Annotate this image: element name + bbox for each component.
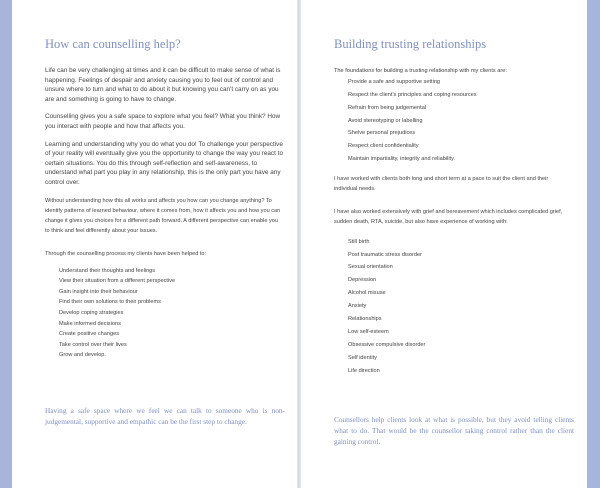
list-item: Self identity bbox=[348, 354, 377, 361]
left-list-intro: Through the counselling process my clients have been helped to: bbox=[45, 251, 207, 258]
left-paragraph-1: Life can be very challenging at times and it can be difficult to make sense of what is happening. Feelings of despair and anxiety causing you to feel out of control and unsure where to turn and what to do about it but knowing you can't carry on as you are and something is going to have to change. bbox=[45, 67, 281, 103]
list-item: Respect the client's principles and coping resources bbox=[348, 92, 477, 98]
list-item: Avoid stereotyping or labelling bbox=[348, 117, 423, 124]
right-intro: The foundations for building a trusting relationship with my clients are: bbox=[334, 68, 507, 74]
right-paragraph-1: I have worked with clients both long and short term at a pace to suit the client and their individual needs. bbox=[334, 175, 549, 192]
right-content bbox=[334, 66, 570, 378]
right-paragraph-2: I have also worked extensively with grief and bereavement which includes complicated grief, sudden death, RTA, suicide, but also have experience of working with: bbox=[334, 209, 563, 226]
right-page bbox=[301, 0, 587, 488]
list-item: Anxiety bbox=[348, 303, 367, 310]
list-item: Refrain from being judgemental bbox=[348, 104, 427, 111]
list-item: Low self-esteem bbox=[348, 328, 389, 335]
list-item: View their situation from a different perspective bbox=[59, 278, 176, 285]
list-item: Respect client confidentiality bbox=[348, 143, 419, 150]
list-item: Grow and develop. bbox=[59, 352, 106, 359]
left-page bbox=[12, 0, 297, 488]
left-paragraph-3: Learning and understanding why you do what you do! To challenge your perspective of your reality will eventually give you the opportunity to change the way you react to certain situations. You do this through self-reflection and self-awareness, to understand what part you play in any relationship, this is the only part you have any control over. bbox=[45, 140, 284, 186]
right-foundations-list bbox=[334, 76, 570, 166]
list-item: Develop coping strategies bbox=[59, 309, 124, 316]
left-help-list bbox=[45, 266, 283, 361]
list-item: Shelve personal prejudices bbox=[348, 130, 416, 137]
right-heading: Building trusting relationships bbox=[334, 37, 487, 51]
list-item: Alcohol misuse bbox=[348, 290, 386, 297]
list-item: Create positive changes bbox=[59, 331, 120, 338]
list-item: Understand their thoughts and feelings bbox=[59, 267, 156, 274]
list-item: Obsessive compulsive disorder bbox=[348, 341, 426, 348]
left-pull-quote: Having a safe space where we feel we can talk to someone who is non-judgemental, supportive and empathic can be the first step to change. bbox=[45, 406, 285, 427]
list-item: Post traumatic stress disorder bbox=[348, 251, 422, 258]
left-paragraph-4: Without understanding how this all works and affects you how can you change anything? To identify patterns of learned behaviour, where it comes from, how it affects you and how you can change it gives you choices for a different path forward. A different perspective can enable you to think and feel differently about your issues. bbox=[45, 197, 281, 235]
list-item: Relationships bbox=[348, 316, 382, 323]
left-heading: How can counselling help? bbox=[45, 37, 181, 51]
list-item: Life direction bbox=[348, 367, 380, 374]
list-item: Find their own solutions to their problems bbox=[59, 299, 161, 306]
left-paragraph-2: Counselling gives you a safe space to explore what you feel? What you think? How you interact with people and how that affects you. bbox=[45, 113, 281, 130]
list-item: Take control over their lives bbox=[59, 341, 127, 348]
list-item: Depression bbox=[348, 277, 377, 284]
list-item: Still birth bbox=[348, 238, 370, 245]
list-item: Maintain impartiality, integrity and reliability. bbox=[348, 155, 456, 162]
list-item: Make informed decisions bbox=[59, 320, 121, 327]
right-pull-quote: Counsellors help clients look at what is possible, but they avoid telling clients what to do. That would be the counsellor taking control rather than the client gaining control. bbox=[334, 415, 574, 447]
list-item: Sexual orientation bbox=[348, 264, 393, 271]
right-experience-list bbox=[334, 236, 570, 378]
list-item: Provide a safe and supportive setting bbox=[348, 79, 441, 86]
left-content bbox=[45, 66, 283, 361]
list-item: Gain insight into their behaviour bbox=[59, 288, 138, 295]
